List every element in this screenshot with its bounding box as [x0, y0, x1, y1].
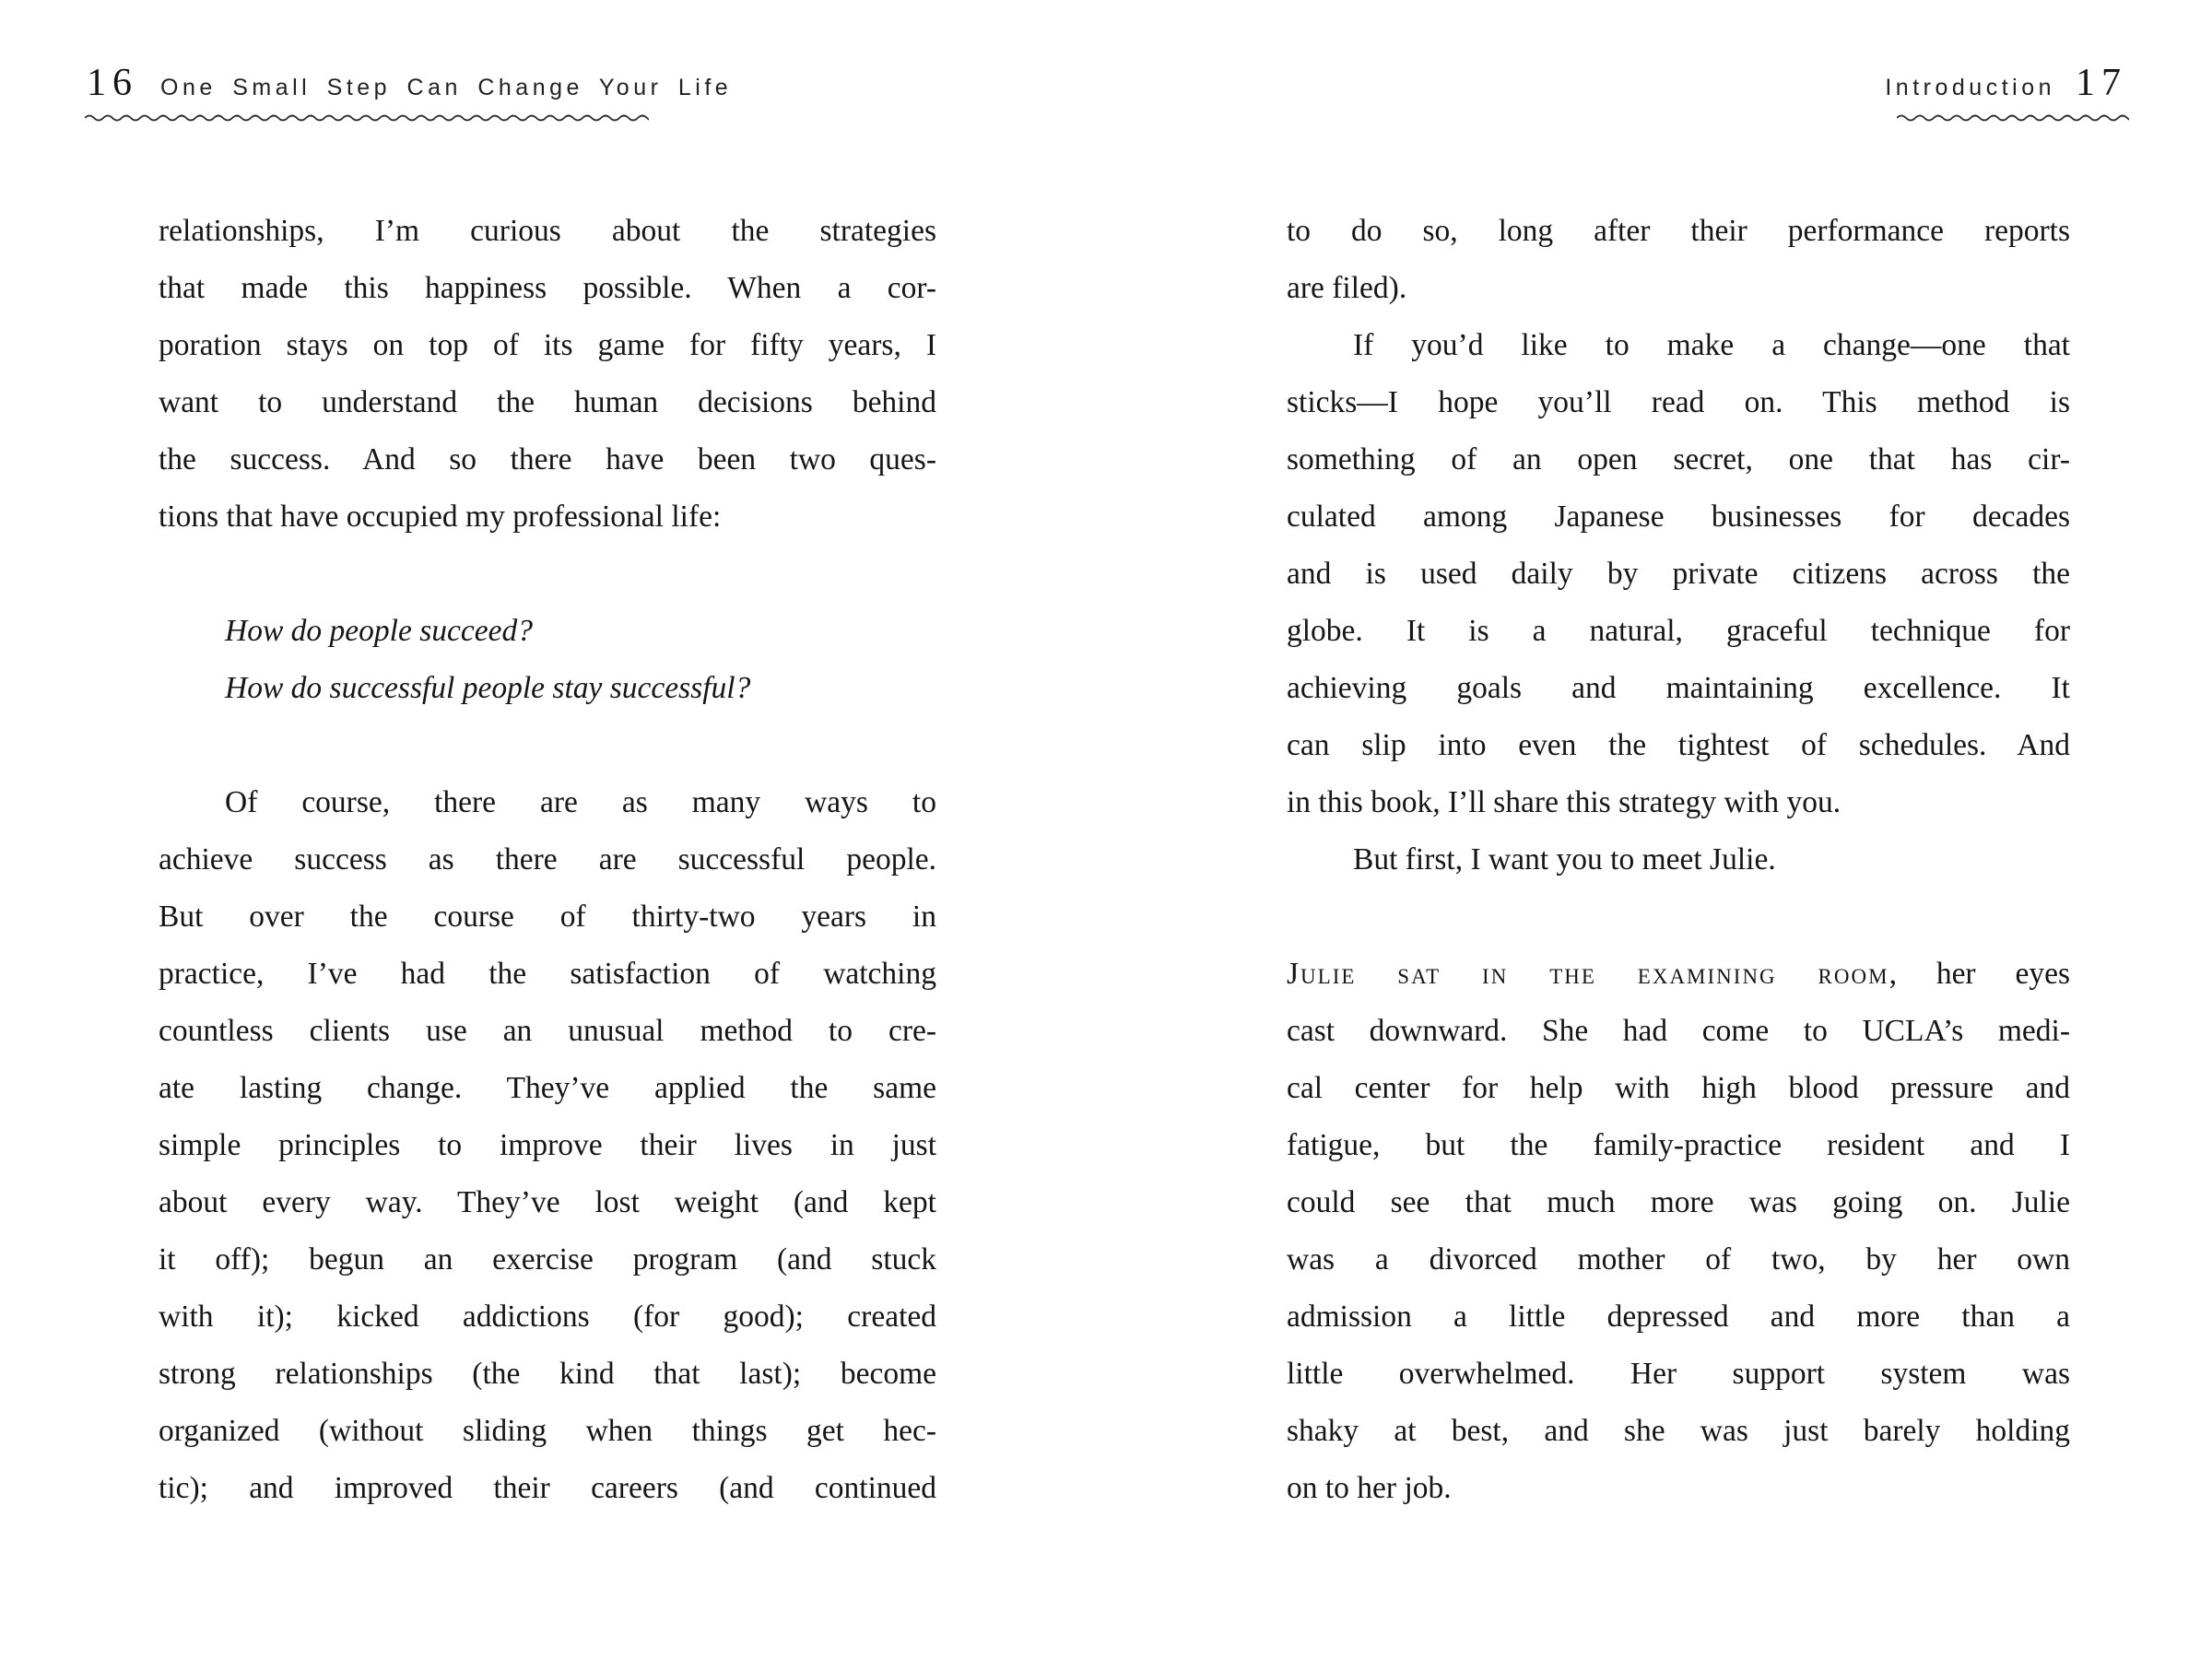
text-line: tic); and improved their careers (and continued: [159, 1471, 936, 1505]
text-line: could see that much more was going on. Julie: [1287, 1185, 2070, 1219]
wavy-rule-right: [1897, 112, 2129, 124]
text-line: practice, I’ve had the satisfaction of watching: [159, 957, 936, 991]
text-line: about every way. They’ve lost weight (and kept: [159, 1185, 936, 1219]
text-line: How do people succeed?: [225, 614, 533, 648]
paragraph-spacer: [1287, 888, 2070, 946]
paragraph: [1287, 203, 2070, 317]
text-line: in this book, I’ll share this strategy with you.: [1287, 785, 1841, 819]
paragraph-spacer: [159, 546, 936, 603]
paragraph: [159, 774, 936, 1517]
text-line: fatigue, but the family-practice resident and I: [1287, 1128, 2070, 1162]
text-line: and is used daily by private citizens across the: [1287, 557, 2070, 591]
smallcaps-lead: Julie sat in the examining room: [1287, 957, 1889, 991]
text-line: organized (without sliding when things get hec-: [159, 1414, 936, 1448]
text-line: are filed).: [1287, 271, 1407, 305]
paragraph: [1287, 831, 2070, 888]
text-line: achieve success as there are successful people.: [159, 842, 936, 877]
text-line: can slip into even the tightest of schedules. And: [1287, 728, 2070, 762]
text-line: admission a little depressed and more than a: [1287, 1300, 2070, 1334]
text-line: relationships, I’m curious about the strategies: [159, 214, 936, 248]
right-page-header: [1885, 61, 2127, 105]
text-line: cast downward. She had come to UCLA’s medi-: [1287, 1014, 2070, 1048]
text-line: strong relationships (the kind that last); become: [159, 1357, 936, 1391]
text-line: little overwhelmed. Her support system was: [1287, 1357, 2070, 1391]
text-line: was a divorced mother of two, by her own: [1287, 1242, 2070, 1277]
text-line: How do successful people stay successful?: [225, 671, 751, 705]
text-line: it off); begun an exercise program (and stuck: [159, 1242, 936, 1277]
paragraph: [1287, 317, 2070, 831]
block-quote: [159, 603, 936, 717]
right-page-number: 17: [2076, 62, 2127, 104]
text-line: on to her job.: [1287, 1471, 1452, 1505]
left-page-number: 16: [87, 62, 138, 104]
wavy-rule-left: [85, 112, 649, 124]
left-page-text: [159, 203, 936, 1517]
text-line: sticks—I hope you’ll read on. This method is: [1287, 385, 2070, 419]
text-line: that made this happiness possible. When a cor-: [159, 271, 936, 305]
text-line: poration stays on top of its game for fifty years, I: [159, 328, 936, 362]
text-line: to do so, long after their performance reports: [1287, 214, 2070, 248]
text-line: cal center for help with high blood pressure and: [1287, 1071, 2070, 1105]
text-line: achieving goals and maintaining excellence. It: [1287, 671, 2070, 705]
left-page-header: [87, 61, 732, 105]
paragraph: [159, 203, 936, 546]
text-line: If you’d like to make a change—one that: [1353, 328, 2070, 362]
text-line: Of course, there are as many ways to: [225, 785, 936, 819]
text-line: culated among Japanese businesses for decades: [1287, 500, 2070, 534]
text-line: the success. And so there have been two ques-: [159, 442, 936, 477]
text-line: Julie sat in the examining room, her eyes: [1287, 957, 2070, 991]
right-page-text: [1287, 203, 2070, 1517]
text-line: globe. It is a natural, graceful technique for: [1287, 614, 2070, 648]
text-line: shaky at best, and she was just barely holding: [1287, 1414, 2070, 1448]
text-line: want to understand the human decisions behind: [159, 385, 936, 419]
text-line: But first, I want you to meet Julie.: [1353, 842, 1776, 877]
text-line: But over the course of thirty-two years in: [159, 900, 936, 934]
text-line: tions that have occupied my professional life:: [159, 500, 722, 534]
text-line: simple principles to improve their lives in just: [159, 1128, 936, 1162]
text-line: countless clients use an unusual method to cre-: [159, 1014, 936, 1048]
paragraph-spacer: [159, 717, 936, 774]
text-line: something of an open secret, one that has cir-: [1287, 442, 2070, 477]
text-line: ate lasting change. They’ve applied the same: [159, 1071, 936, 1105]
text-line: with it); kicked addictions (for good); created: [159, 1300, 936, 1334]
left-running-title: One Small Step Can Change Your Life: [160, 75, 733, 100]
paragraph: [1287, 946, 2070, 1517]
right-running-title: Introduction: [1885, 75, 2055, 100]
